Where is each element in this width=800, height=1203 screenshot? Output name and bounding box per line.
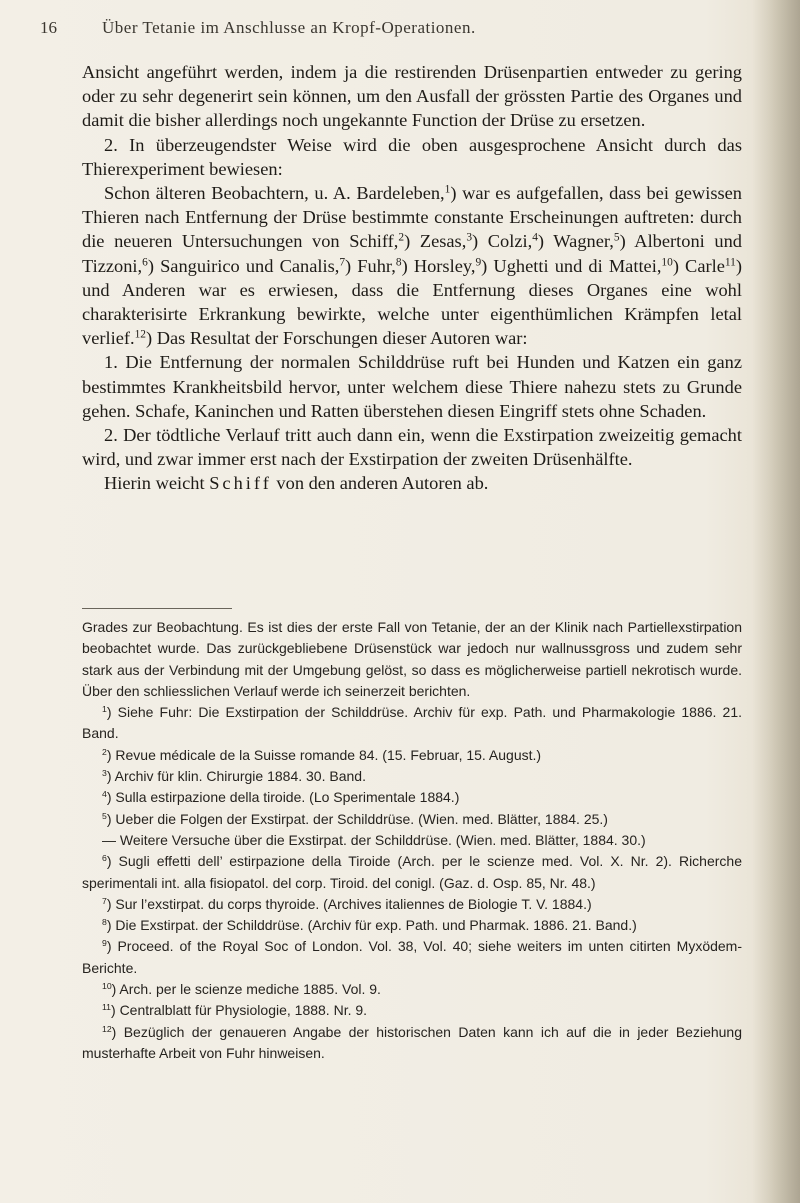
paragraph: Hierin weicht Schiff von den anderen Autoren ab. bbox=[104, 473, 489, 494]
footnote-ref: 6 bbox=[142, 256, 148, 269]
footnote-ref: 9 bbox=[475, 256, 482, 269]
footnote-text: ) Bezüglich der genaueren Angabe der historischen Daten kann ich auf die in jeder Beziehung musterhafte Arbeit von Fuhr hinweisen. bbox=[82, 1023, 742, 1061]
footnote-number: 12 bbox=[102, 1023, 112, 1034]
footnote-item bbox=[82, 979, 742, 1000]
footnote-item bbox=[82, 787, 742, 808]
footnote-text: ) Arch. per le scienze mediche 1885. Vol. 9. bbox=[111, 981, 381, 998]
footnote-ref: 2 bbox=[398, 232, 405, 245]
footnote-number: 9 bbox=[102, 938, 107, 949]
footnote-ref: 12 bbox=[134, 328, 146, 341]
footnote-ref: 4 bbox=[532, 232, 538, 245]
footnote-number: 10 bbox=[102, 981, 112, 992]
paragraph: 2. In überzeugendster Weise wird die oben ausgesprochene Ansicht durch das Thierexperiment bewiesen: bbox=[82, 134, 742, 179]
spaced-name: Schiff bbox=[209, 473, 272, 494]
footnote-number: 11 bbox=[102, 1002, 112, 1013]
page-edge-shadow bbox=[752, 0, 800, 1203]
footnote-number: 3 bbox=[102, 768, 107, 779]
footnote-continuation: Grades zur Beobachtung. Es ist dies der erste Fall von Tetanie, der an der Klinik nach Partiellexstirpation beobachtet wurde. Das zurückgebliebene Drüsenstück war jedoch nur wallnussgross und zudem sehr stark aus der Verbindung mit der Umgebung gelöst, so dass es möglicherweise partiell nekrotisch wurde. Über den schliesslichen Verlauf werde ich seinerzeit berichten. bbox=[82, 619, 742, 699]
footnote-divider bbox=[82, 608, 232, 609]
footnote-number: 5 bbox=[102, 810, 107, 821]
footnote-item bbox=[82, 915, 742, 936]
footnote-ref: 10 bbox=[661, 256, 673, 269]
footnote-number: 6 bbox=[102, 853, 107, 864]
footnote-item bbox=[82, 830, 742, 851]
footnote-item bbox=[82, 745, 742, 766]
footnote-text: ) Archiv für klin. Chirurgie 1884. 30. Band. bbox=[106, 768, 366, 785]
footnote-text: ) Sur l’exstirpat. du corps thyroide. (Archives italiennes de Biologie T. V. 1884.) bbox=[106, 895, 592, 912]
footnote-text: ) Siehe Fuhr: Die Exstirpation der Schilddrüse. Archiv für exp. Path. und Pharmakologie 1886. 21. Band. bbox=[82, 704, 742, 742]
footnote-number: 7 bbox=[102, 896, 107, 907]
paragraph: 2. Der tödtliche Verlauf tritt auch dann ein, wenn die Exstirpation zweizeitig gemacht wird, und zwar immer erst nach der Exstirpation der zweiten Drüsenhälfte. bbox=[82, 425, 742, 470]
footnote-text: — Weitere Versuche über die Exstirpat. der Schilddrüse. (Wien. med. Blätter, 1884. 30.) bbox=[102, 831, 646, 848]
footnote-item bbox=[82, 936, 742, 979]
footnote-number: 1 bbox=[102, 704, 107, 715]
footnote-ref: 8 bbox=[395, 256, 402, 269]
footnote-ref: 7 bbox=[339, 256, 346, 269]
footnote-text: ) Sugli effetti dell’ estirpazione della Tiroide (Arch. per le scienze med. Vol. X. Nr. 2). Richerche sperimentali int. alla fisiopatol. del corp. Tiroid. del conigl. (Gaz. d. Osp. 85, Nr. 48.) bbox=[82, 853, 742, 891]
footnote-number: 4 bbox=[102, 789, 107, 800]
running-title: Über Tetanie im Anschlusse an Kropf-Operationen. bbox=[102, 18, 476, 37]
footnote-list bbox=[82, 702, 742, 1064]
paragraph-with-references: Schon älteren Beobachtern, u. A. Bardeleben,$^1$) war es aufgefallen, dass bei gewissen Thieren nach Entfernung der Drüse bestimmte constante Erscheinungen auftreten: durch die neueren Untersuchungen von Schiff,$^2$) Zesas,$^3$) Colzi,$^4$) Wagner,$^5$) Albertoni und Tizzoni,$^6$) Sanguirico und Canalis,$^7$) Fuhr,$^8$) Horsley,$^9$) Ughetti und di Mattei,$^{10}$) Carle$^{11}$) und Anderen war es erwiesen, dass die Entfernung dieses Organes eine wohl charakterisirte Erkrankung bewirkte, welche unter eigenthümlichen Krämpfen letal verlief.$^{12}$) Das Resultat der Forschungen dieser Autoren war: bbox=[82, 183, 742, 349]
footnote-ref: 11 bbox=[724, 256, 736, 269]
main-text bbox=[82, 60, 742, 496]
footnote-text: ) Proceed. of the Royal Soc of London. Vol. 38, Vol. 40; siehe weiters im unten citirten Myxödem-Berichte. bbox=[82, 938, 742, 976]
footnote-text: ) Die Exstirpat. der Schilddrüse. (Archiv für exp. Path. und Pharmak. 1886. 21. Band.) bbox=[106, 917, 637, 934]
footnote-text: ) Ueber die Folgen der Exstirpat. der Schilddrüse. (Wien. med. Blätter, 1884. 25.) bbox=[106, 810, 608, 827]
footnote-ref: 1 bbox=[444, 183, 451, 196]
footnote-item bbox=[82, 1000, 742, 1021]
paragraph: 1. Die Entfernung der normalen Schilddrüse ruft bei Hunden und Katzen ein ganz bestimmtes Krankheitsbild hervor, unter welchem diese Thiere nahezu stets zu Grunde gehen. Schafe, Kaninchen und Ratten überstehen diesen Eingriff stets ohne Schaden. bbox=[82, 352, 742, 421]
footnote-text: ) Revue médicale de la Suisse romande 84. (15. Februar, 15. August.) bbox=[106, 746, 542, 763]
footnote-ref: 3 bbox=[466, 232, 473, 245]
footnote-item bbox=[82, 1022, 742, 1065]
running-header bbox=[40, 18, 740, 42]
footnote-number: 2 bbox=[102, 747, 107, 758]
footnote-number: 8 bbox=[102, 917, 107, 928]
footnote-item bbox=[82, 851, 742, 894]
footnote-item bbox=[82, 894, 742, 915]
footnote-ref: 5 bbox=[613, 232, 620, 245]
paragraph: Ansicht angeführt werden, indem ja die restirenden Drüsenpartien entweder zu gering oder zu sehr degenerirt sein können, um den Ausfall der grössten Partie des Organes und damit die bisher allerdings noch ungekannte Function der Drüse zu ersetzen. bbox=[82, 62, 742, 131]
footnote-text: ) Sulla estirpazione della tiroide. (Lo Sperimentale 1884.) bbox=[106, 789, 460, 806]
footnote-item bbox=[82, 809, 742, 830]
footnote-item bbox=[82, 702, 742, 745]
page-number: 16 bbox=[40, 18, 57, 37]
footnote-item bbox=[82, 766, 742, 787]
footnotes bbox=[82, 617, 742, 1064]
footnote-text: ) Centralblatt für Physiologie, 1888. Nr. 9. bbox=[111, 1002, 368, 1019]
